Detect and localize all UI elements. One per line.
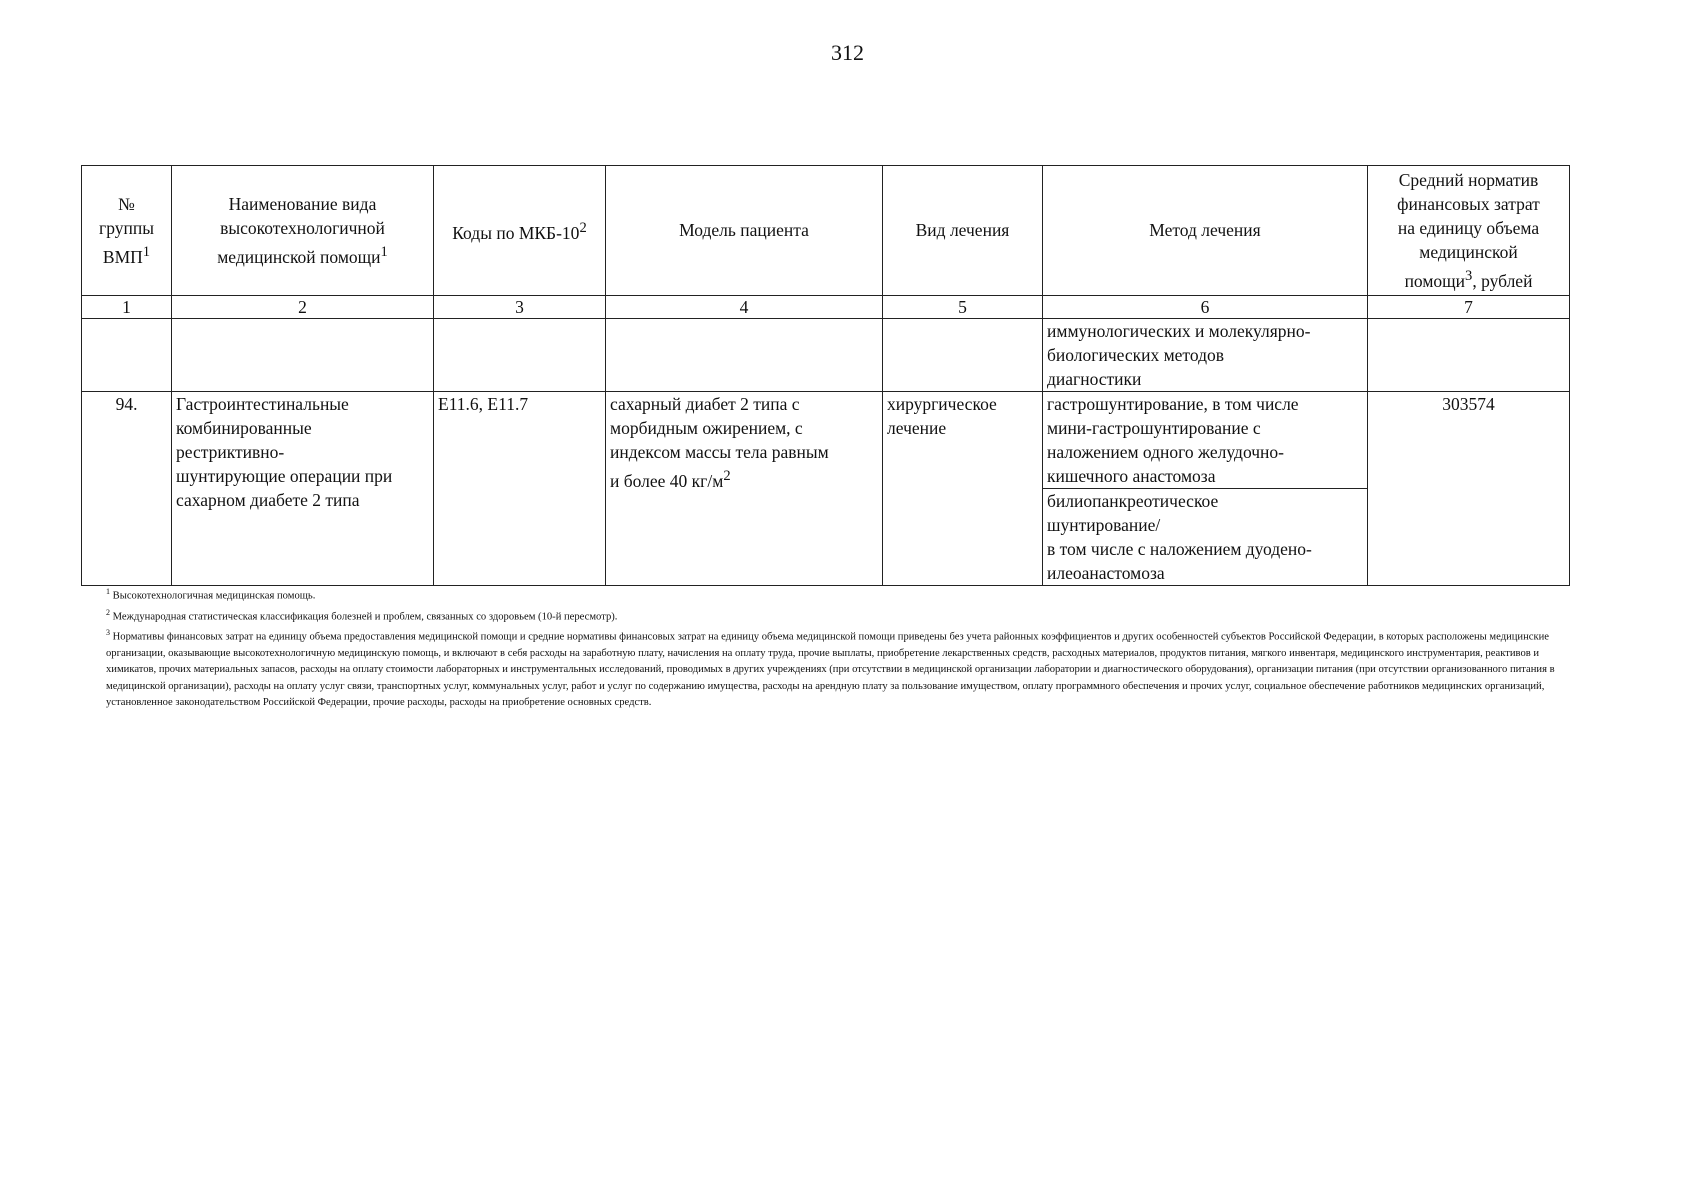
column-number: 6 bbox=[1043, 295, 1368, 318]
treatment-method-cell: билиопанкреотическое шунтирование/ в том числе с наложением дуодено- илеоанастомоза bbox=[1043, 488, 1368, 585]
table-cell bbox=[172, 318, 434, 391]
header-group-number: № группы ВМП$^1$ bbox=[82, 166, 172, 296]
icd-codes-cell: E11.6, E11.7 bbox=[434, 391, 606, 585]
header-treatment-method: Метод лечения bbox=[1043, 166, 1368, 296]
table-header-row bbox=[82, 166, 1570, 296]
footnote: $^3$ Нормативы финансовых затрат на единицу объема предоставления медицинской помощи и средние нормативы финансовых затрат на единицу объема медицинской помощи приведены без учета районных коэффициентов и других особенностей субъектов Российской Федерации, в которых расположены медицинские организации, оказывающие высокотехнологичную медицинскую помощь, и включают в себя расходы на заработную плату, начисления на оплату труда, прочие выплаты, приобретение лекарственных средств, расходных материалов, продуктов питания, мягкого инвентаря, медицинского инструментария, реактивов и химикатов, прочих материальных запасов, расходы на оплату стоимости лабораторных и инструментальных исследований, проводимых в других учреждениях (при отсутствии в медицинской организации лаборатории и диагностического оборудования), организации питания (при отсутствии организованного питания в медицинской организации), расходы на оплату услуг связи, транспортных услуг, коммунальных услуг, работ и услуг по содержанию имущества, расходы на арендную плату за пользование имуществом, оплату программного обеспечения и прочих услуг, социальное обеспечение работников медицинских организаций, установленное законодательством Российской Федерации, прочие расходы, расходы на приобретение основных средств. bbox=[106, 628, 1555, 708]
footnote: $^2$ Международная статистическая классификация болезней и проблем, связанных со здоровьем (10-й пересмотр). bbox=[106, 607, 618, 623]
page-number: 312 bbox=[831, 40, 864, 65]
footnote: $^1$ Высокотехнологичная медицинская помощь. bbox=[106, 587, 316, 602]
vmp-table-container bbox=[81, 165, 1569, 586]
column-number: 5 bbox=[883, 295, 1043, 318]
column-numbers-row bbox=[82, 295, 1570, 318]
table-cell bbox=[606, 318, 883, 391]
column-number: 2 bbox=[172, 295, 434, 318]
header-icd-codes: Коды по МКБ-$10^2$ bbox=[434, 166, 606, 296]
patient-model-cell: сахарный диабет 2 типа с морбидным ожирением, с индексом массы тела равным и более 40 $кг/м^2$ bbox=[606, 391, 883, 585]
care-type-cell: Гастроинтестинальные комбинированные рестриктивно- шунтирующие операции при сахарном диабете 2 типа bbox=[172, 391, 434, 585]
footnotes bbox=[106, 584, 1576, 711]
average-cost-cell: 303574 bbox=[1368, 391, 1570, 585]
continuation-method-cell: иммунологических и молекулярно- биологических методов диагностики bbox=[1043, 318, 1368, 391]
header-patient-model: Модель пациента bbox=[606, 166, 883, 296]
column-number: 3 bbox=[434, 295, 606, 318]
table-row bbox=[82, 391, 1570, 488]
group-number-cell: 94. bbox=[82, 391, 172, 585]
column-number: 7 bbox=[1368, 295, 1570, 318]
table-cell bbox=[1368, 318, 1570, 391]
vmp-table bbox=[81, 165, 1570, 586]
continuation-row bbox=[82, 318, 1570, 391]
column-number: 1 bbox=[82, 295, 172, 318]
treatment-method-cell: гастрошунтирование, в том числе мини-гастрошунтирование с наложением одного желудочно- кишечного анастомоза bbox=[1043, 391, 1368, 488]
header-treatment-type: Вид лечения bbox=[883, 166, 1043, 296]
header-average-cost: Средний норматив финансовых затрат на единицу объема медицинской помощи$^3$, рублей bbox=[1368, 166, 1570, 296]
table-cell bbox=[434, 318, 606, 391]
table-cell bbox=[82, 318, 172, 391]
column-number: 4 bbox=[606, 295, 883, 318]
table-cell bbox=[883, 318, 1043, 391]
treatment-type-cell: хирургическое лечение bbox=[883, 391, 1043, 585]
header-care-type: Наименование вида высокотехнологичной медицинской помощи$^1$ bbox=[172, 166, 434, 296]
